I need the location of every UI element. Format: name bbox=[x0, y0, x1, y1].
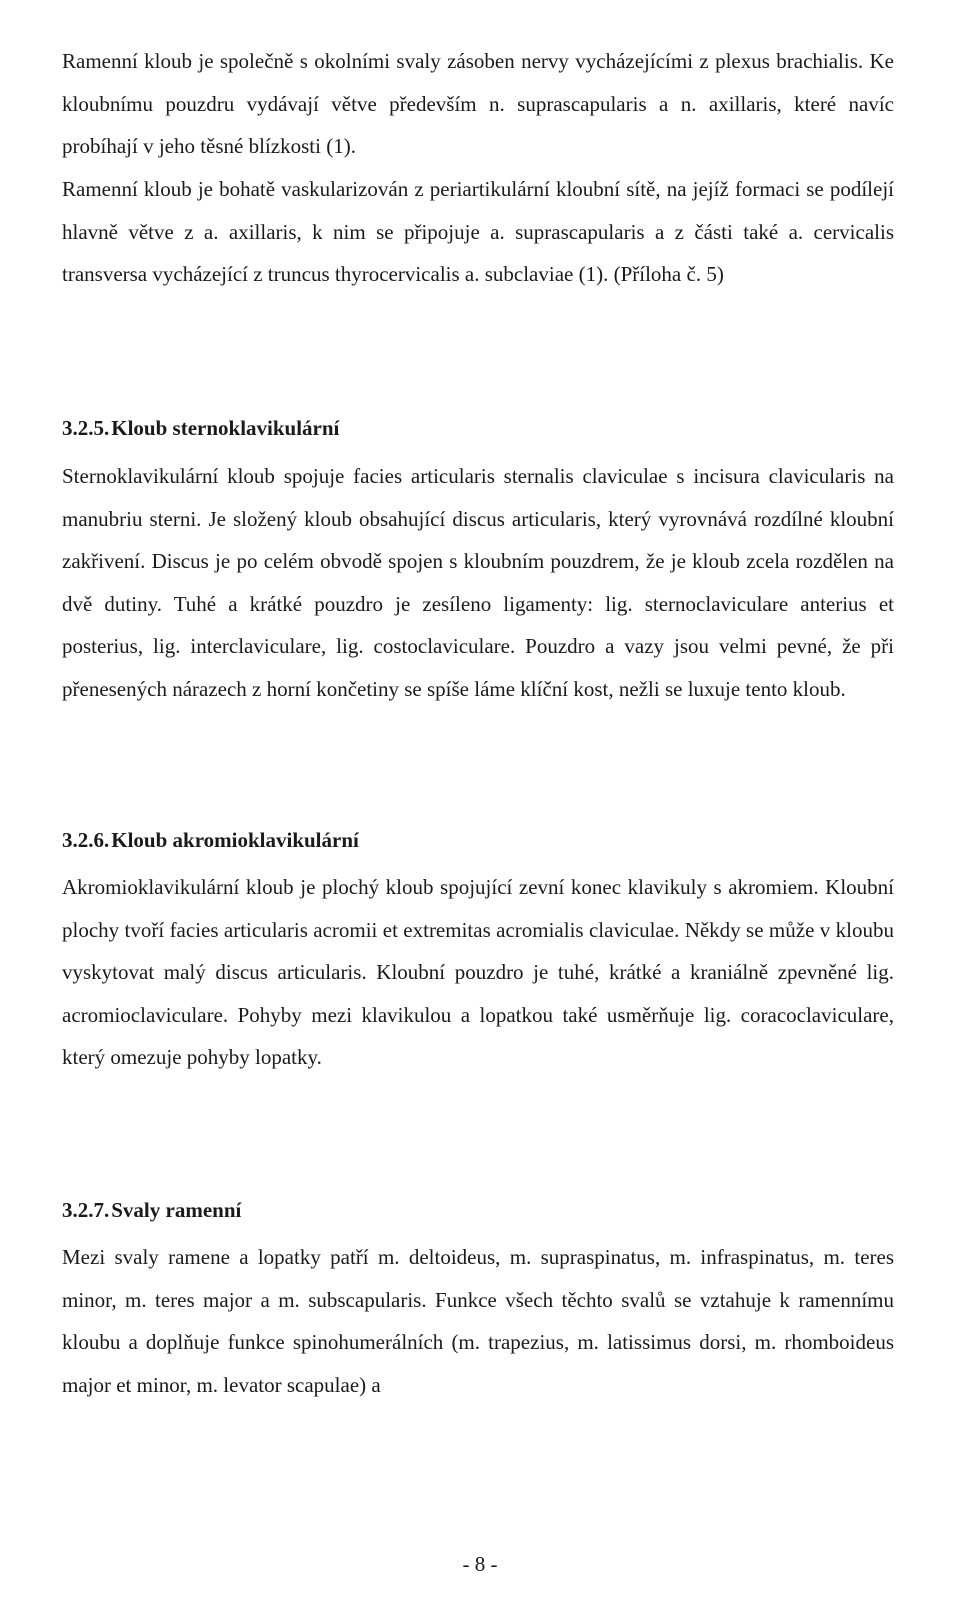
section-title: Svaly ramenní bbox=[111, 1198, 242, 1222]
section-number: 3.2.7. bbox=[62, 1198, 110, 1222]
paragraph-nerves: Ramenní kloub je společně s okolními svaly zásoben nervy vycházejícími z plexus brachialis. Ke kloubnímu pouzdru vydávají větve především n. suprascapularis a n. axillaris, které navíc probíhají v jeho těsné blízkosti (1). bbox=[62, 49, 894, 159]
paragraph-vascularization: Ramenní kloub je bohatě vaskularizován z periartikulární kloubní sítě, na jejíž formaci se podílejí hlavně větve z a. axillaris, k nim se připojuje a. suprascapularis a z části také a. cervicalis transversa vycházející z truncus thyrocervicalis a. subclaviae (1). (Příloha č. 5) bbox=[62, 177, 894, 287]
section-heading-shoulder-muscles bbox=[62, 1195, 241, 1225]
section-title: Kloub akromioklavikulární bbox=[111, 828, 359, 852]
section-number: 3.2.5. bbox=[62, 416, 110, 440]
paragraph-shoulder-muscles: Mezi svaly ramene a lopatky patří m. deltoideus, m. supraspinatus, m. infraspinatus, m. teres minor, m. teres major a m. subscapularis. Funkce všech těchto svalů se vztahuje k ramennímu kloubu a doplňuje funkce spinohumerálních (m. trapezius, m. latissimus dorsi, m. rhomboideus major et minor, m. levator scapulae) a bbox=[62, 1245, 894, 1397]
section-number: 3.2.6. bbox=[62, 828, 110, 852]
page-number: - 8 - bbox=[462, 1552, 498, 1576]
paragraph-sternoclavicular: Sternoklavikulární kloub spojuje facies articularis sternalis claviculae s incisura clavicularis na manubriu sterni. Je složený kloub obsahující discus articularis, který vyrovnává rozdílné kloubní zakřivení. Discus je po celém obvodě spojen s kloubním pouzdrem, že je kloub zcela rozdělen na dvě dutiny. Tuhé a krátké pouzdro je zesíleno ligamenty: lig. sternoclaviculare anterius et posterius, lig. interclaviculare, lig. costoclaviculare. Pouzdro a vazy jsou velmi pevné, že při přenesených nárazech z horní končetiny se spíše láme klíční kost, nežli se luxuje tento kloub. bbox=[62, 464, 894, 701]
section-heading-acromioclavicular bbox=[62, 825, 359, 855]
section-title: Kloub sternoklavikulární bbox=[111, 416, 340, 440]
paragraph-acromioclavicular: Akromioklavikulární kloub je plochý kloub spojující zevní konec klavikuly s akromiem. Kloubní plochy tvoří facies articularis acromii et extremitas acromialis claviculae. Někdy se může v kloubu vyskytovat malý discus articularis. Kloubní pouzdro je tuhé, krátké a kraniálně zpevněné lig. acromioclaviculare. Pohyby mezi klavikulou a lopatkou také usměrňuje lig. coracoclaviculare, který omezuje pohyby lopatky. bbox=[62, 875, 894, 1070]
section-heading-sternoclavicular bbox=[62, 413, 339, 443]
